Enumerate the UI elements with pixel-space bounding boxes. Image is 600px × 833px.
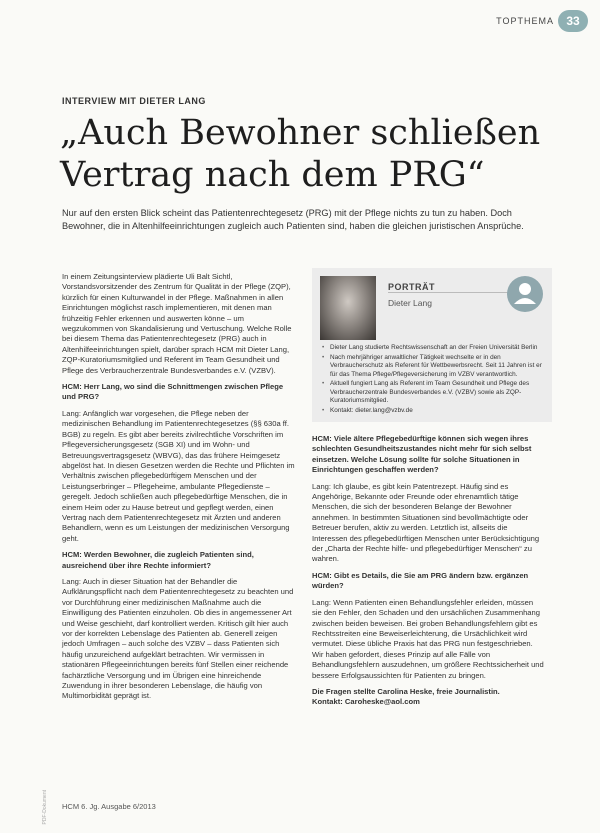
footer: HCM 6. Jg. Ausgabe 6/2013 xyxy=(62,802,156,811)
question-2: HCM: Werden Bewohner, die zugleich Patienten sind, ausreichend über ihre Rechte informiert? xyxy=(62,550,254,570)
credit: Die Fragen stellte Carolina Heske, freie Journalistin. xyxy=(312,686,500,696)
portrait-item: • Nach mehrjähriger anwaltlicher Tätigkeit wechselte er in den Verbraucherschutz als Referent für Wettbewerbsrecht. Seit 11 Jahren ist er für das Thema Pflege/Pflegeversicherung im VZBV verantwortlich. xyxy=(322,354,544,380)
section-label: TOPTHEMA xyxy=(496,16,554,26)
answer-4: Lang: Wenn Patienten einen Behandlungsfehler erleiden, müssen sie den Fehler, den Schaden und den ursächlichen Zusammenhang zwischen beiden beweisen. Bei groben Behandlungsfehlern gibt es Rechtsstreiten eine Beweiserleichterung, die Ursächlichkeit wird vermutet. Diese übliche Praxis hat das PRG nun festgeschrieben. Wir haben gefordert, dieses Prinzip auf alle Fälle von Behandlungsfehlern auszudehnen, um größere Rechtssicherheit und bessere Erfolgsaussichten für Patienten zu bringen. xyxy=(312,597,544,680)
intro-paragraph: In einem Zeitungsinterview plädierte Uli Balt Sichtl, Vorstandsvorsitzender des Zentrum für Qualität in der Pflege (ZQP), kürzlich für einen Kulturwandel in der Pflege. Maßnahmen in allen Einrichtungen möglichst rasch implementieren, mit denen man frühzeitig Fehler erkennen und auswerten könne – um wegzukommen von Skandalisierung und Vertuschung. Welche Rolle bei diesem Thema das Patientenrechtegesetz (PRG) auch in Altenhilfeeinrichtungen spielt, darüber sprach HCM mit Dieter Lang, ZQP-Kuratoriumsmitglied und Referent im Team Gesundheit und Pflege des Verbraucherzentrale Bundesverbandes e.V. (VZBV). xyxy=(62,272,292,375)
headline: „Auch Bewohner schließen Vertrag nach dem PRG“ xyxy=(60,113,541,195)
answer-1: Lang: Anfänglich war vorgesehen, die Pflege neben der medizinischen Behandlung im Patientenrechtegesetzes (§§ 630a ff. BGB) zu regeln. Es gibt aber bereits zivilrechtliche Vorschriften im Pflegeversicherungsgesetz (SGB XI) und im Wohn- und Betreuungsvertragsgesetz (WBVG), das das frühere Heimgesetz abgelöst hat. In diesen Gesetzen werden die Rechte und Pflichten im Verhältnis zwischen pflegebedürftigem Menschen und der Leistungserbringer – Pflegeheime, ambulante Pflegedienste – geregelt. Jedoch schließen auch pflegebedürftige Menschen, die in einem Heim oder zu Hause betreut und gepflegt werden, einen Vertrag nach dem Patientenrechtegesetz mit Ärzten und anderen Behandlern, wenn es um Leistungen der medizinischen Versorgung geht. xyxy=(62,408,295,543)
right-column xyxy=(312,434,544,714)
portrait-contact: • Kontakt: dieter.lang@vzbv.de xyxy=(322,407,544,416)
person-icon xyxy=(507,276,543,312)
portrait-divider xyxy=(388,292,508,293)
kicker: INTERVIEW MIT DIETER LANG xyxy=(62,96,206,106)
answer-2: Lang: Auch in dieser Situation hat der Behandler die Aufklärungspflicht nach dem Patientenrechtegesetz zu beachten und vor Durchführung einer medizinischen Maßnahme auch die Einwilligung des Patienten einzuholen. Ob dies in angemessener Art und Weise geschieht, darf kontrolliert werden. Kritisch gilt hier auch vor der korrekten Lebenslage des Patienten ab. Generell zeigen jedoch Umfragen – auch solche des VZBV – dass Patienten sich häufig unzureichend aufgeklärt betrachten. Wir vermissen in stationären Pflegeeinrichtungen bereits fünf Stellen einer reichende fachärztliche Versorgung und im Übrigen eine hinreichende Zuwendung in ihrer besonderen Lebenslage, die häufig von Multimorbidität geprägt ist. xyxy=(62,576,294,701)
portrait-title: PORTRÄT xyxy=(388,282,435,292)
portrait-list xyxy=(322,344,544,416)
portrait-item: • Aktuell fungiert Lang als Referent im Team Gesundheit und Pflege des Verbraucherzentrale Bundesverbandes e.V. (VZBV) sowie als ZQP-Kuratoriumsmitglied. xyxy=(322,380,544,406)
question-3: HCM: Viele ältere Pflegebedürftige können sich wegen ihres schlechten Gesundheitszustandes nicht mehr für sich selbst einsetzen. Welche Lösung sollte für solche Situationen in Einrichtungen geschaffen werden? xyxy=(312,434,532,475)
margin-note: PDF-Dokument xyxy=(42,790,48,825)
left-column xyxy=(62,272,297,708)
portrait-item: • Dieter Lang studierte Rechtswissenschaft an der Freien Universität Berlin xyxy=(322,344,544,353)
page-number-badge: 33 xyxy=(558,10,588,32)
question-4: HCM: Gibt es Details, die Sie am PRG ändern bzw. ergänzen würden? xyxy=(312,570,529,591)
question-1: HCM: Herr Lang, wo sind die Schnittmengen zwischen Pflege und PRG? xyxy=(62,382,284,402)
lead-paragraph: Nur auf den ersten Blick scheint das Patientenrechtegesetz (PRG) mit der Pflege nichts zu tun zu haben. Doch Bewohner, die in Altenhilfeeinrichtungen zugleich auch Patienten sind, haben die gleichen juristischen Ansprüche. xyxy=(62,208,524,231)
portrait-photo xyxy=(320,276,376,340)
portrait-name: Dieter Lang xyxy=(388,298,432,308)
contact: Kontakt: Caroheske@aol.com xyxy=(312,697,420,707)
answer-3: Lang: Ich glaube, es gibt kein Patentrezept. Häufig sind es Angehörige, Bekannte oder Freunde oder ehrenamtlich tätige Menschen, die sich der besonderen Belange der Bewohner annehmen. In bestimmten Situationen sind bevollmächtigte oder Betreuer berufen, aktiv zu werden. Letztlich ist, allseits die Interessen des pflegebedürftigen Menschen unter Berücksichtigung der „Charta der Rechte hilfe- und pflegebedürftiger Menschen“ zu wahren. xyxy=(312,481,540,564)
